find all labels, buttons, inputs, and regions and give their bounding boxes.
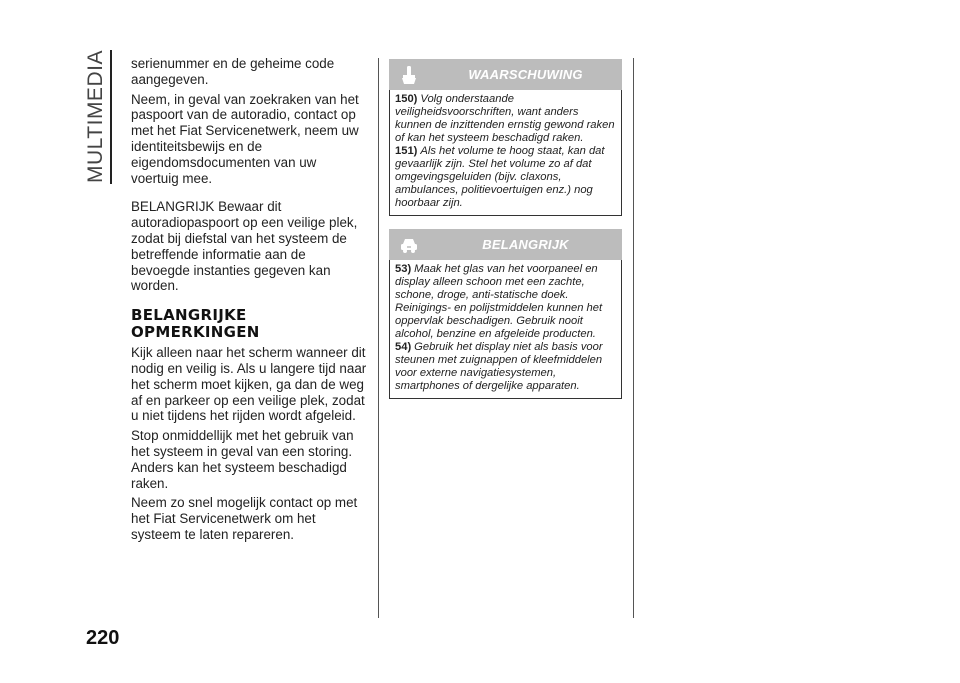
item-number: 53) (395, 263, 412, 275)
item-text: Gebruik het display niet als basis voor steunen met zuignappen of kleefmiddelen voor externe navigatiesystemen, smartphones of dergelijke apparaten. (395, 341, 603, 392)
paragraph: Neem zo snel mogelijk contact op met het Fiat Servicenetwerk om het systeem te laten repareren. (131, 495, 358, 542)
important-box (389, 260, 622, 399)
item-text: Als het volume te hoog staat, kan dat gevaarlijk zijn. Stel het volume zo af dat omgevingsgeluiden (bijv. claxons, ambulances, politievoertuigen enz.) nog hoorbaar zijn. (395, 145, 605, 209)
item-number: 150) (395, 93, 418, 105)
paragraph: Kijk alleen naar het scherm wanneer dit nodig en veilig is. Als u langere tijd naar het scherm moet kijken, ga dan de weg af en parkeer op een veilige plek, zodat u niet tijdens het rijden wordt afgeleid. (131, 345, 367, 424)
paragraph: BELANGRIJK Bewaar dit autoradiopaspoort op een veilige plek, zodat bij diefstal van het systeem de betreffende informatie aan de bevoegde instanties gegeven kan worden. (131, 199, 358, 294)
important-item (395, 263, 616, 341)
section-title-text: MULTIMEDIA (84, 50, 107, 183)
warning-title: WAARSCHUWING (468, 67, 583, 82)
important-item (395, 341, 616, 393)
item-number: 54) (395, 341, 412, 353)
warning-item (395, 145, 616, 210)
car-wrench-icon (399, 235, 419, 255)
item-number: 151) (395, 145, 418, 157)
section-rule (110, 50, 112, 184)
section-heading: BELANGRIJKE OPMERKINGEN (131, 306, 260, 342)
item-text: Volg onderstaande veiligheidsvoorschriften, want anders kunnen de inzittenden ernstig gewond raken of kan het systeem beschadigd raken. (395, 93, 615, 144)
warning-box (389, 90, 622, 216)
important-banner (389, 229, 622, 260)
section-title (82, 52, 108, 184)
important-section (389, 229, 622, 399)
important-title: BELANGRIJK (482, 237, 569, 252)
page-number: 220 (86, 627, 120, 649)
warning-section (389, 59, 622, 216)
column-divider (378, 58, 379, 618)
paragraph: Stop onmiddellijk met het gebruik van het systeem in geval van een storing. Anders kan het systeem beschadigd raken. (131, 428, 354, 491)
hand-warning-icon (399, 65, 419, 85)
notices-column (389, 59, 622, 399)
warning-item (395, 93, 616, 145)
main-text-column (131, 56, 367, 547)
paragraph: serienummer en de geheime code aangegeven. (131, 56, 335, 87)
warning-banner (389, 59, 622, 90)
paragraph: Neem, in geval van zoekraken van het paspoort van de autoradio, contact op met het Fiat Servicenetwerk, neem uw identiteitsbewijs en de eigendomsdocumenten van uw voertuig mee. (131, 91, 359, 186)
column-divider (633, 58, 634, 618)
item-text: Maak het glas van het voorpaneel en display alleen schoon met een zachte, schone, droge, anti-statische doek. Reinigings- en polijstmiddelen kunnen het oppervlak beschadigen. Gebruik nooit alcohol, benzine en afgeleide producten. (395, 263, 603, 340)
